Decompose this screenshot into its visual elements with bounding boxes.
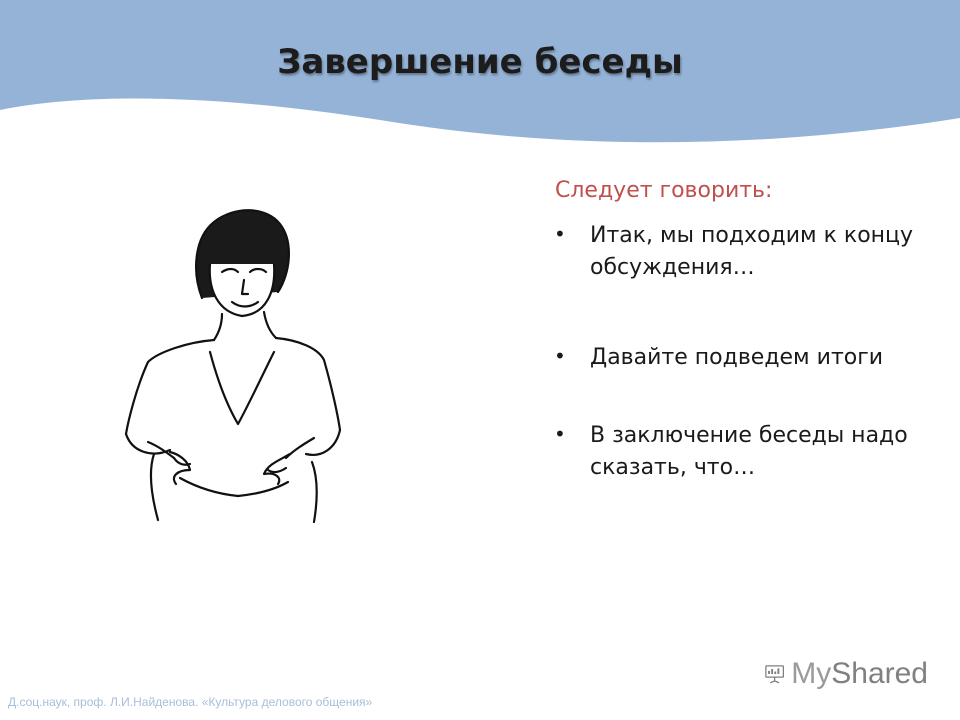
presentation-screen-icon — [764, 658, 785, 690]
bullet-icon: • — [554, 343, 566, 368]
bullet-icon: • — [554, 222, 566, 246]
list-item — [552, 342, 952, 374]
bullet-text: Давайте подведем итоги — [590, 344, 884, 370]
subheading: Следует говорить: — [555, 178, 773, 203]
slide-title: Завершение беседы — [277, 42, 683, 82]
bullet-list — [552, 220, 952, 541]
list-item — [552, 220, 952, 284]
myshared-logo[interactable] — [764, 654, 928, 694]
bullet-icon: • — [554, 421, 566, 446]
person-gesturing-illustration — [118, 202, 350, 524]
bullet-text: Итак, мы подходим к концу обсуждения… — [590, 223, 914, 280]
bullet-text: В заключение беседы надо сказать, что… — [590, 422, 908, 480]
logo-text-my: My — [791, 657, 832, 690]
logo-text-shared: Shared — [831, 657, 928, 690]
logo-text — [791, 657, 928, 691]
footer-note: Д.соц.наук, проф. Л.И.Найденова. «Культура делового общения» — [8, 695, 373, 709]
list-item — [552, 420, 952, 484]
